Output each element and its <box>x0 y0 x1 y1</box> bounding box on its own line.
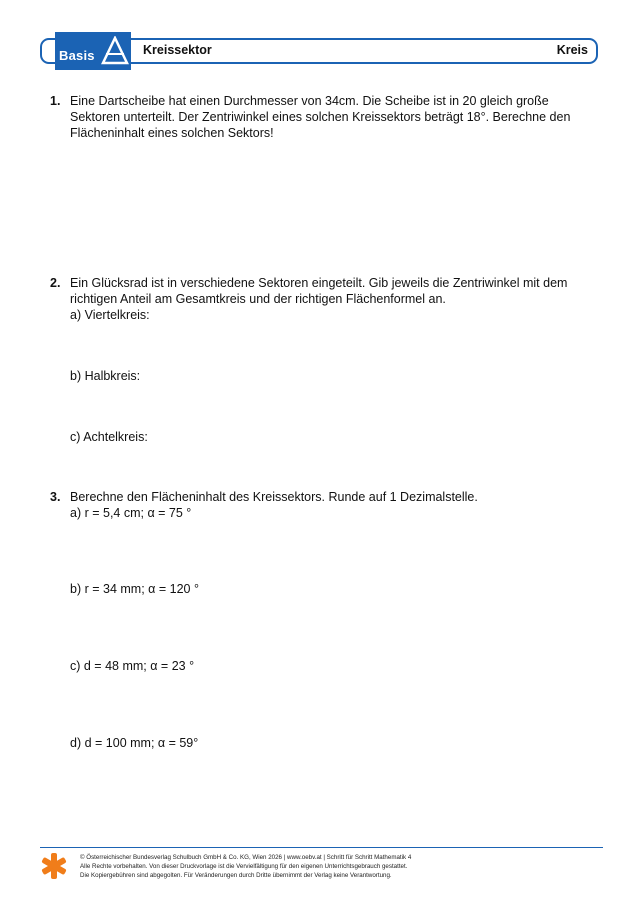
topic-label: Kreis <box>556 43 588 57</box>
footer-line-3: Die Kopiergebühren sind abgegolten. Für Veränderungen durch Dritte übernimmt der Verlag keine Verantwortung. <box>80 872 392 879</box>
page-title: Kreissektor <box>143 43 212 57</box>
task-text: Ein Glücksrad ist in verschiedene Sektoren eingeteilt. Gib jeweils die Zentriwinkel mit dem richtigen Anteil am Gesamtkreis und der richtigen Flächenformel an. <box>70 276 568 306</box>
task-number: 3. <box>50 490 61 504</box>
basis-badge <box>55 32 131 70</box>
task-2-part-a: a) Viertelkreis: <box>70 308 150 322</box>
footer-copyright <box>80 853 411 880</box>
footer-line-1: © Österreichischer Bundesverlag Schulbuch GmbH & Co. KG, Wien 2026 | www.oebv.at | Schritt für Schritt Mathematik 4 <box>80 854 412 861</box>
footer-divider <box>40 847 603 848</box>
task-2-part-c: c) Achtelkreis: <box>70 430 148 444</box>
task-3-part-a: a) r = 5,4 cm; α = 75 ° <box>70 506 192 520</box>
task-2-part-b: b) Halbkreis: <box>70 369 141 383</box>
footer-line-2: Alle Rechte vorbehalten. Von dieser Druckvorlage ist die Vervielfältigung für den eigenen Unterrichtsgebrauch gestattet. <box>80 863 408 870</box>
task-number: 1. <box>50 94 61 108</box>
task-text: Eine Dartscheibe hat einen Durchmesser von 34cm. Die Scheibe ist in 20 gleich große Sektoren unterteilt. Der Zentriwinkel eines solchen Kreissektors beträgt 18°. Berechne den Flächeninhalt eines solchen Sektors! <box>70 94 571 140</box>
task-3-part-d: d) d = 100 mm; α = 59° <box>70 736 199 750</box>
task-3-part-b: b) r = 34 mm; α = 120 ° <box>70 582 199 596</box>
badge-label: Basis <box>59 48 95 63</box>
task-3-part-c: c) d = 48 mm; α = 23 ° <box>70 659 195 673</box>
triangle-icon <box>101 36 129 66</box>
task-number: 2. <box>50 276 61 290</box>
oebv-star-icon <box>40 852 68 880</box>
task-text: Berechne den Flächeninhalt des Kreissektors. Runde auf 1 Dezimalstelle. <box>70 490 478 504</box>
